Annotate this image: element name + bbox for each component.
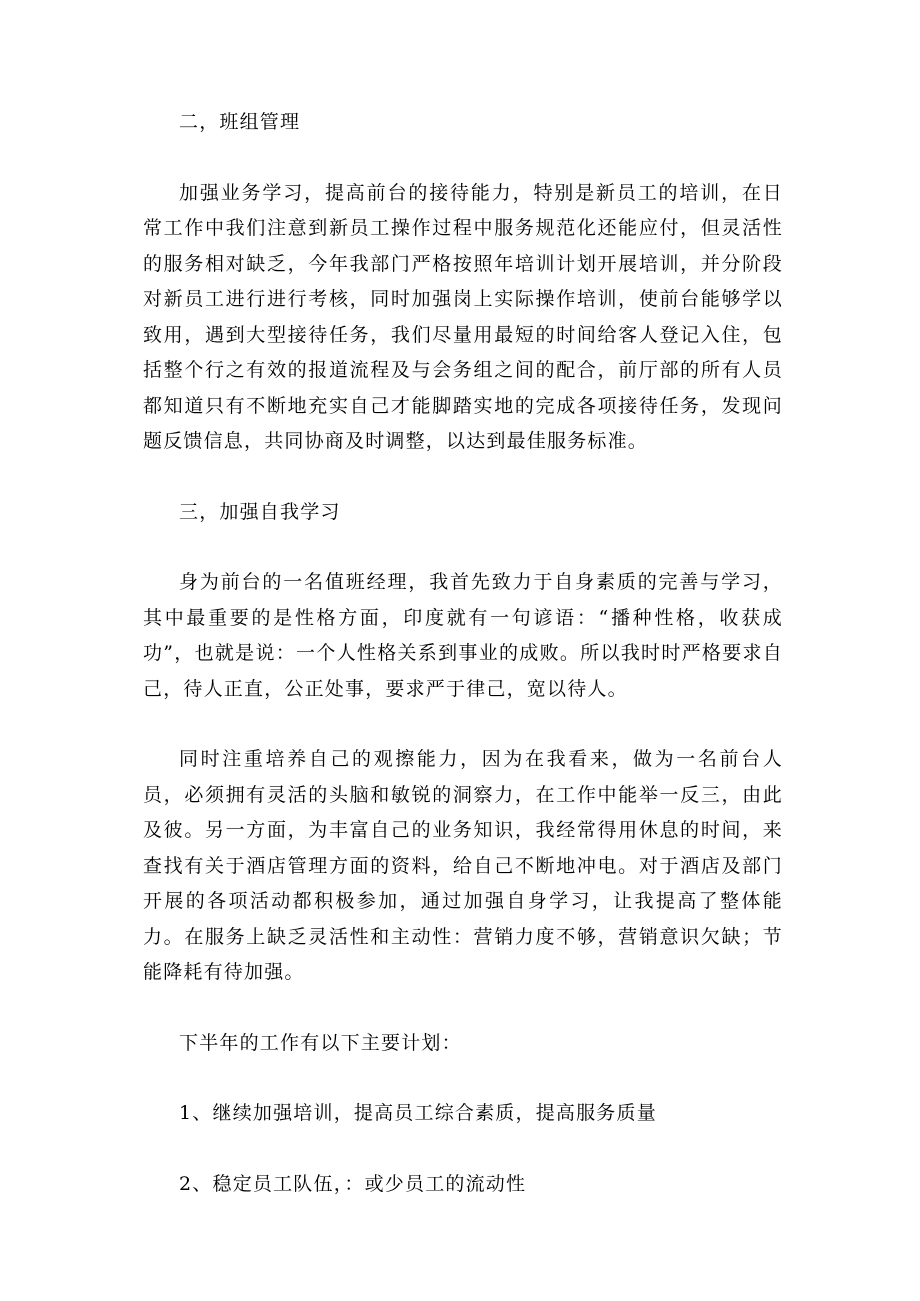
plan-item-1: 1、继续加强培训，提高员工综合素质，提高服务质量 bbox=[179, 1102, 657, 1124]
plan-item-2: 2、稳定员工队伍，：或少员工的流动性 bbox=[179, 1172, 527, 1195]
document-body bbox=[143, 105, 783, 1237]
section-heading-team-management: 二，班组管理 bbox=[179, 111, 301, 133]
paragraph-observation: 同时注重培养自己的观擦能力，因为在我看来，做为一名前台人员，必须拥有灵活的头脑和敏锐的洞察力，在工作中能举一反三，由此及彼。另一方面，为丰富自己的业务知识，我经常得用休息的时间，来查找有关于酒店管理方面的资料，给自己不断地冲电。对于酒店及部门开展的各项活动都积极参加，通过加强自身学习，让我提高了整体能力。在服务上缺乏灵活性和主动性：营销力度不够，营销意识欠缺；节能降耗有待加强。 bbox=[143, 748, 783, 983]
paragraph-personality: 身为前台的一名值班经理，我首先致力于自身素质的完善与学习，其中最重要的是性格方面，印度就有一句谚语：“播种性格，收获成功”，也就是说：一个人性格关系到事业的成败。所以我时时严格要求自己，待人正直，公正处事，要求严于律己，宽以待人。 bbox=[143, 571, 783, 700]
section-heading-self-study: 三，加强自我学习 bbox=[179, 500, 341, 523]
plan-intro: 下半年的工作有以下主要计划： bbox=[179, 1031, 462, 1054]
paragraph-business-study: 加强业务学习，提高前台的接待能力，特别是新员工的培训，在日常工作中我们注意到新员工操作过程中服务规范化还能应付，但灵活性的服务相对缺乏，今年我部门严格按照年培训计划开展培训，并分阶段对新员工进行进行考核，同时加强岗上实际操作培训，使前台能够学以致用，遇到大型接待任务，我们尽量用最短的时间给客人登记入住，包括整个行之有效的报道流程及与会务组之间的配合，前厅部的所有人员都知道只有不断地充实自己才能脚踏实地的完成各项接待任务，发现问题反馈信息，共同协商及时调整，以达到最佳服务标准。 bbox=[143, 181, 783, 452]
